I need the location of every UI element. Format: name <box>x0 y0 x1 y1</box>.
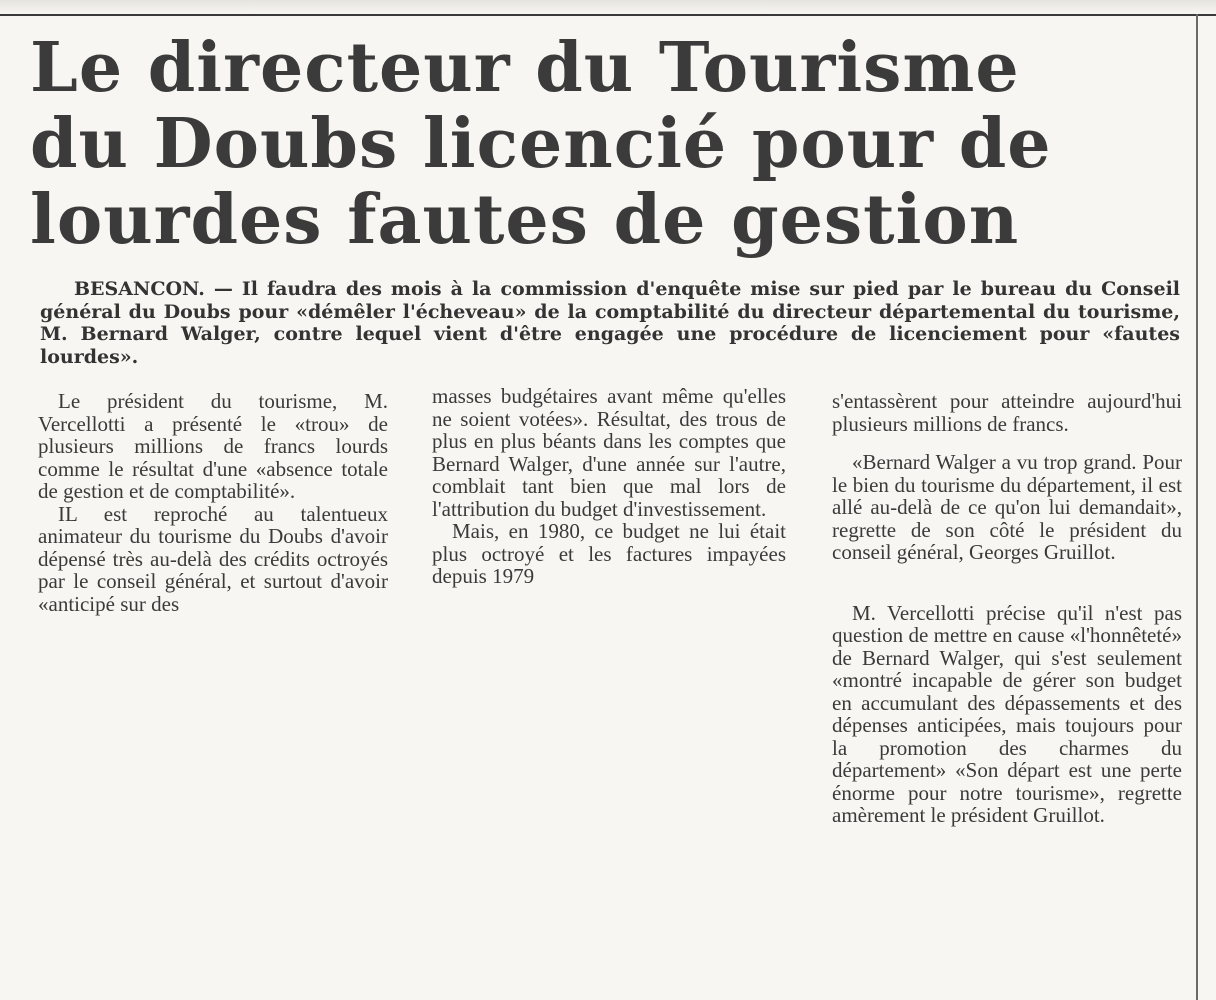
article-lead <box>40 278 1180 368</box>
scan-right-edge <box>1196 14 1198 1000</box>
column-3-paragraph-3: M. Vercellotti précise qu'il n'est pas question de mettre en cause «l'honnêteté» de Bernard Walger, qui s'est seulement «montré incapable de gérer son budget en accumulant des dépassements et des dépenses anticipées, mais toujours pour la promotion des charmes du département» «Son départ est une perte énorme pour notre tourisme», regrette amèrement le président Gruillot. <box>832 600 1182 827</box>
column-1-paragraph-2: IL est reproché au talentueux animateur du tourisme du Doubs d'avoir dépensé très au-delà des crédits octroyés par le conseil général, et surtout d'avoir «anticipé sur des <box>38 501 388 616</box>
column-3-paragraph-1: s'entassèrent pour atteindre aujourd'hui plusieurs millions de francs. <box>832 389 1182 436</box>
column-3 <box>832 390 1182 827</box>
column-2-paragraph-2: Mais, en 1980, ce budget ne lui était plus octroyé et les factures impayées depuis 1979 <box>432 519 786 588</box>
article-headline <box>30 30 1180 258</box>
column-3-paragraph-2: «Bernard Walger a vu trop grand. Pour le bien du tourisme du département, il est allé au-delà de ce qu'on lui demandait», regrette de son côté le président du conseil général, Georges Gruillot. <box>832 450 1182 564</box>
lead-text: Il faudra des mois à la commission d'enquête mise sur pied par le bureau du Conseil général du Doubs pour «démêler l'écheveau» de la comptabilité du directeur départemental du tourisme, M. Bernard Walger, contre lequel vient d'être engagée une procédure de licenciement pour «fautes lourdes». <box>40 278 1180 368</box>
column-1-paragraph-1: Le président du tourisme, M. Vercellotti a présenté le «trou» de plusieurs millions de francs lourds comme le résultat d'une «absence totale de gestion et de comptabilité». <box>38 389 388 503</box>
headline-line-2: du Doubs licencié pour de <box>30 104 1052 184</box>
column-2 <box>432 385 786 588</box>
column-2-paragraph-1: masses budgétaires avant même qu'elles ne soient votées». Résultat, des trous de plus en plus béants dans les comptes que Bernard Walger, d'une année sur l'autre, comblait tant bien que mal lors de l'attribution du budget d'investissement. <box>432 384 786 521</box>
column-1 <box>38 390 388 615</box>
scan-top-edge <box>0 0 1216 16</box>
headline-line-3: lourdes fautes de gestion <box>30 180 1020 260</box>
dateline: BESANCON. — <box>74 278 233 300</box>
headline-line-1: Le directeur du Tourisme <box>30 28 1020 108</box>
